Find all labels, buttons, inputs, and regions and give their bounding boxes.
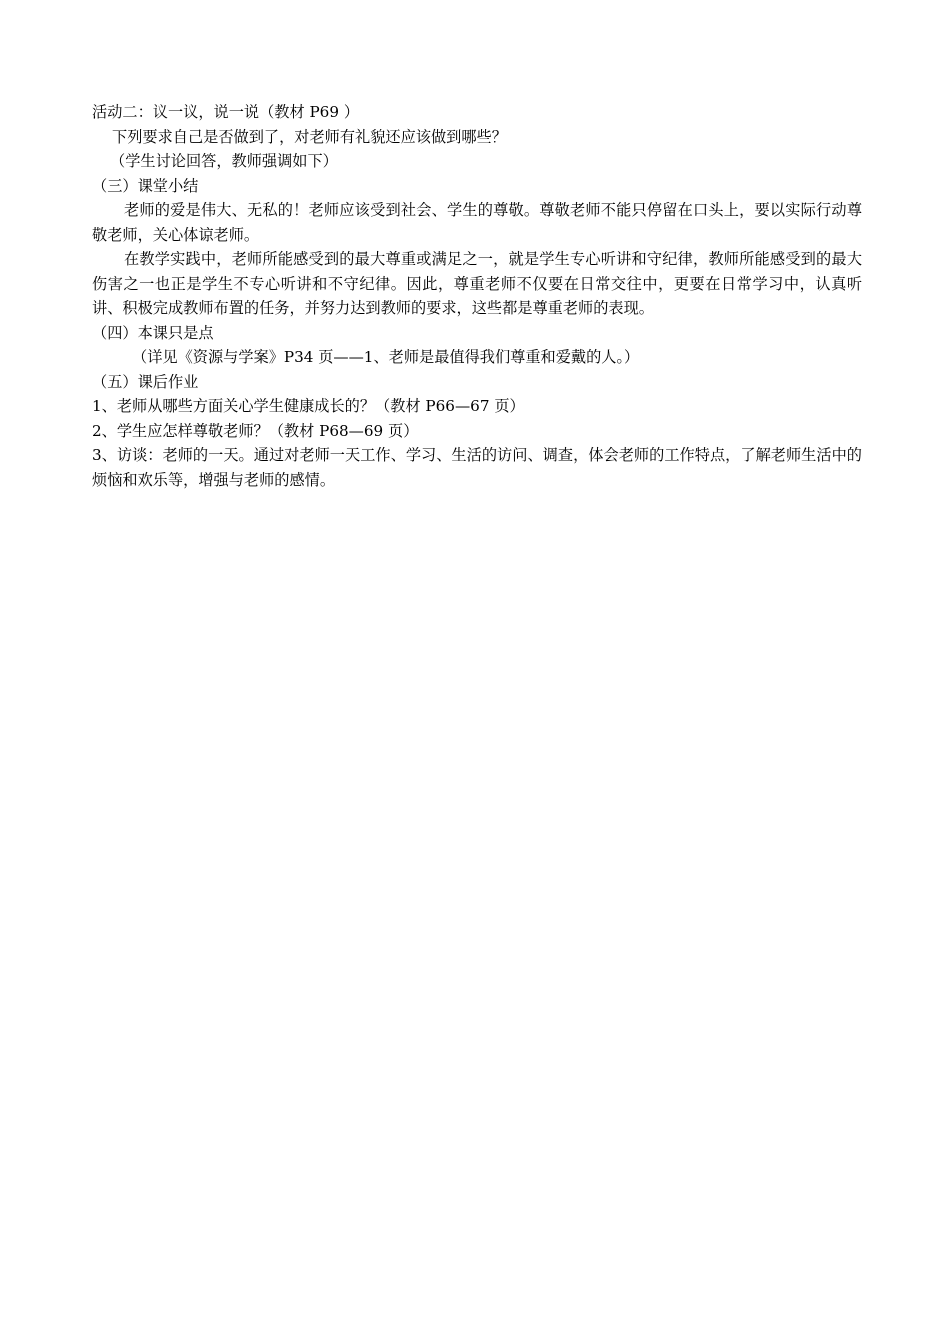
homework-heading: （五）课后作业	[92, 372, 199, 391]
homework-item-1: 1、老师从哪些方面关心学生健康成长的？（教材 P66—67 页）	[92, 397, 525, 415]
homework-item-2: 2、学生应怎样尊敬老师？（教材 P68—69 页）	[92, 421, 419, 440]
summary-heading: （三）课堂小结	[92, 176, 199, 195]
activity-heading: 活动二：议一议，说一说（教材 P69 ）	[92, 103, 360, 121]
document-page	[92, 100, 862, 492]
activity-question: 下列要求自己是否做到了，对老师有礼貌还应该做到哪些？	[112, 127, 507, 146]
summary-paragraph-2: 在教学实践中，老师所能感受到的最大尊重或满足之一，就是学生专心听讲和守纪律，教师所能感受到的最大伤害之一也正是学生不专心听讲和不守纪律。因此，尊重老师不仅要在日常交往中，更要在日常学习中，认真听讲、积极完成教师布置的任务，并努力达到教师的要求，这些都是尊重老师的表现。	[92, 250, 862, 317]
activity-note: （学生讨论回答，教师强调如下）	[110, 152, 338, 170]
homework-item-3: 3、访谈：老师的一天。通过对老师一天工作、学习、生活的访问、调查，体会老师的工作特点，了解老师生活中的烦恼和欢乐等，增强与老师的感情。	[92, 446, 862, 489]
summary-paragraph-1: 老师的爱是伟大、无私的！老师应该受到社会、学生的尊敬。尊敬老师不能只停留在口头上，要以实际行动尊敬老师，关心体谅老师。	[92, 201, 862, 244]
key-points-heading: （四）本课只是点	[92, 323, 214, 342]
key-points-detail: （详见《资源与学案》P34 页——1、老师是最值得我们尊重和爱戴的人。）	[132, 348, 640, 366]
